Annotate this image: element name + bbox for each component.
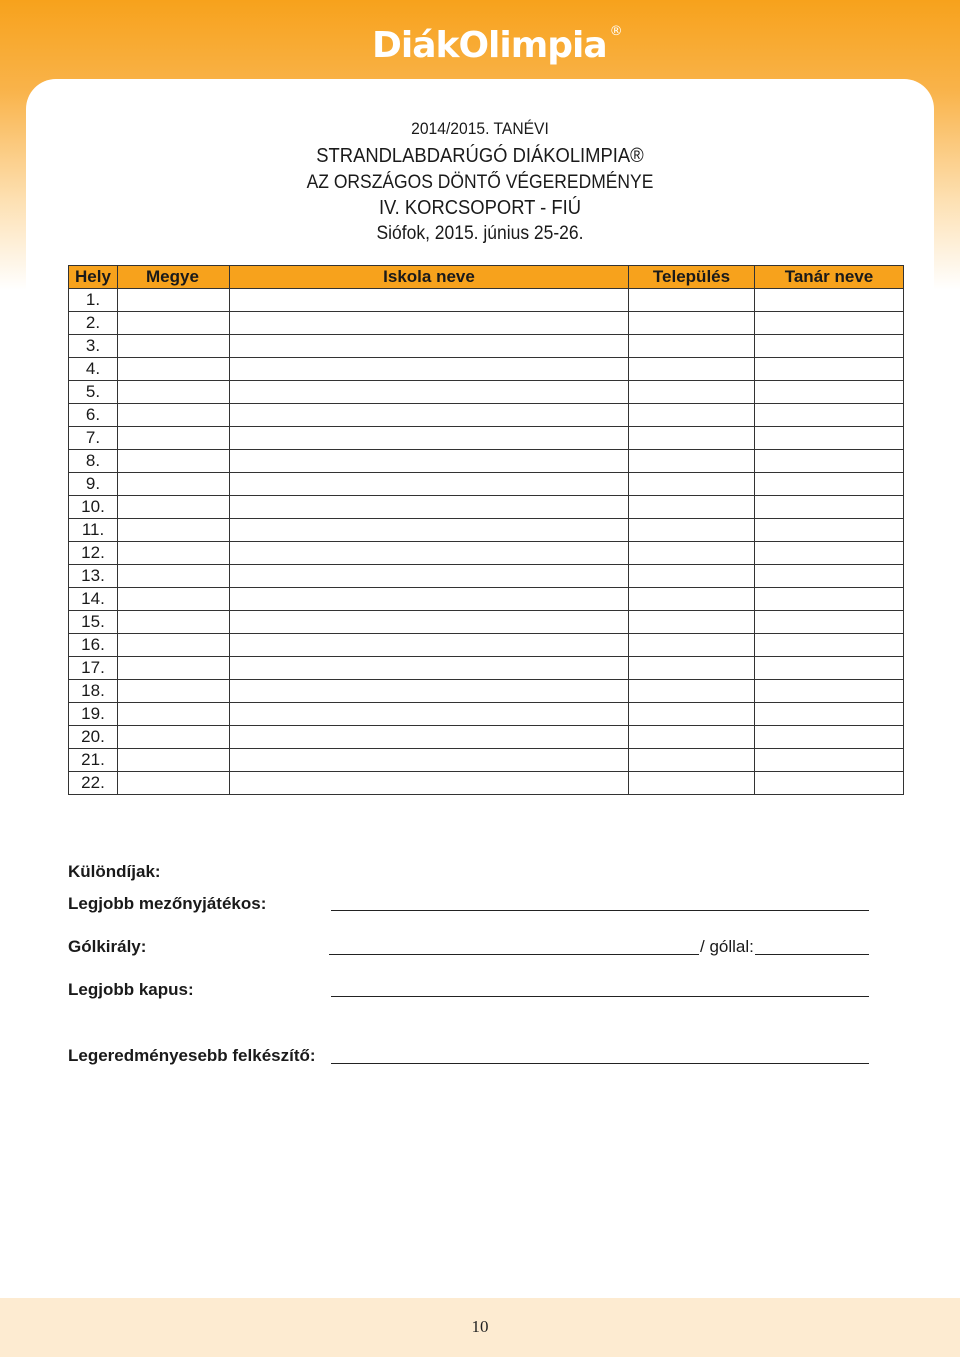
teacher-cell[interactable] xyxy=(755,381,904,404)
school-cell[interactable] xyxy=(230,772,629,795)
school-cell[interactable] xyxy=(230,657,629,680)
table-row xyxy=(69,680,904,703)
table-row xyxy=(69,542,904,565)
place-cell: 5. xyxy=(69,381,118,404)
place-cell: 16. xyxy=(69,634,118,657)
town-cell[interactable] xyxy=(629,519,755,542)
school-cell[interactable] xyxy=(230,749,629,772)
table-row xyxy=(69,381,904,404)
school-cell[interactable] xyxy=(230,588,629,611)
results-table xyxy=(68,265,904,795)
place-cell: 14. xyxy=(69,588,118,611)
town-cell[interactable] xyxy=(629,289,755,312)
town-cell[interactable] xyxy=(629,588,755,611)
venue-date: Siófok, 2015. június 25-26. xyxy=(376,223,584,244)
column-header-county: Megye xyxy=(118,266,230,289)
county-cell[interactable] xyxy=(118,473,230,496)
county-cell[interactable] xyxy=(118,588,230,611)
county-cell[interactable] xyxy=(118,611,230,634)
teacher-cell[interactable] xyxy=(755,772,904,795)
column-header-town: Település xyxy=(629,266,755,289)
table-row xyxy=(69,611,904,634)
town-cell[interactable] xyxy=(629,657,755,680)
table-row xyxy=(69,634,904,657)
place-cell: 2. xyxy=(69,312,118,335)
table-row xyxy=(69,588,904,611)
county-cell[interactable] xyxy=(118,749,230,772)
school-cell[interactable] xyxy=(230,565,629,588)
county-cell[interactable] xyxy=(118,519,230,542)
school-cell[interactable] xyxy=(230,312,629,335)
teacher-cell[interactable] xyxy=(755,496,904,519)
county-cell[interactable] xyxy=(118,381,230,404)
table-header-row xyxy=(69,266,904,289)
county-cell[interactable] xyxy=(118,542,230,565)
teacher-cell[interactable] xyxy=(755,519,904,542)
best-coach-line[interactable] xyxy=(331,1063,869,1064)
county-cell[interactable] xyxy=(118,427,230,450)
place-cell: 17. xyxy=(69,657,118,680)
best-field-player-label: Legjobb mezőnyjátékos: xyxy=(68,894,267,913)
teacher-cell[interactable] xyxy=(755,427,904,450)
town-cell[interactable] xyxy=(629,680,755,703)
school-cell[interactable] xyxy=(230,381,629,404)
table-row xyxy=(69,657,904,680)
county-cell[interactable] xyxy=(118,634,230,657)
school-cell[interactable] xyxy=(230,726,629,749)
place-cell: 19. xyxy=(69,703,118,726)
school-cell[interactable] xyxy=(230,450,629,473)
county-cell[interactable] xyxy=(118,703,230,726)
table-row xyxy=(69,404,904,427)
best-goalkeeper-label: Legjobb kapus: xyxy=(68,980,194,999)
best-goalkeeper-line[interactable] xyxy=(331,996,869,997)
school-year: 2014/2015. TANÉVI xyxy=(411,119,549,138)
teacher-cell[interactable] xyxy=(755,312,904,335)
place-cell: 12. xyxy=(69,542,118,565)
teacher-cell[interactable] xyxy=(755,611,904,634)
top-scorer-label: Gólkirály: xyxy=(68,937,147,956)
special-awards-title: Különdíjak: xyxy=(68,862,161,881)
county-cell[interactable] xyxy=(118,657,230,680)
teacher-cell[interactable] xyxy=(755,450,904,473)
town-cell[interactable] xyxy=(629,381,755,404)
place-cell: 10. xyxy=(69,496,118,519)
county-cell[interactable] xyxy=(118,726,230,749)
table-row xyxy=(69,312,904,335)
place-cell: 20. xyxy=(69,726,118,749)
column-header-place: Hely xyxy=(69,266,118,289)
place-cell: 15. xyxy=(69,611,118,634)
place-cell: 7. xyxy=(69,427,118,450)
teacher-cell[interactable] xyxy=(755,726,904,749)
town-cell[interactable] xyxy=(629,703,755,726)
county-cell[interactable] xyxy=(118,772,230,795)
table-row xyxy=(69,519,904,542)
school-cell[interactable] xyxy=(230,358,629,381)
table-row xyxy=(69,565,904,588)
place-cell: 11. xyxy=(69,519,118,542)
teacher-cell[interactable] xyxy=(755,565,904,588)
town-cell[interactable] xyxy=(629,427,755,450)
teacher-cell[interactable] xyxy=(755,289,904,312)
school-cell[interactable] xyxy=(230,634,629,657)
town-cell[interactable] xyxy=(629,634,755,657)
town-cell[interactable] xyxy=(629,335,755,358)
town-cell[interactable] xyxy=(629,565,755,588)
school-cell[interactable] xyxy=(230,404,629,427)
competition-title: STRANDLABDARÚGÓ DIÁKOLIMPIA® xyxy=(316,145,644,167)
teacher-cell[interactable] xyxy=(755,749,904,772)
place-cell: 21. xyxy=(69,749,118,772)
best-field-player-line[interactable] xyxy=(331,910,869,911)
school-cell[interactable] xyxy=(230,542,629,565)
town-cell[interactable] xyxy=(629,404,755,427)
teacher-cell[interactable] xyxy=(755,335,904,358)
county-cell[interactable] xyxy=(118,358,230,381)
school-cell[interactable] xyxy=(230,703,629,726)
diakolimpia-logo xyxy=(372,22,622,66)
teacher-cell[interactable] xyxy=(755,657,904,680)
teacher-cell[interactable] xyxy=(755,404,904,427)
place-cell: 13. xyxy=(69,565,118,588)
logo-text: DiákOlimpia xyxy=(372,25,607,66)
town-cell[interactable] xyxy=(629,726,755,749)
town-cell[interactable] xyxy=(629,611,755,634)
county-cell[interactable] xyxy=(118,289,230,312)
place-cell: 18. xyxy=(69,680,118,703)
place-cell: 6. xyxy=(69,404,118,427)
town-cell[interactable] xyxy=(629,749,755,772)
town-cell[interactable] xyxy=(629,358,755,381)
place-cell: 4. xyxy=(69,358,118,381)
place-cell: 1. xyxy=(69,289,118,312)
school-cell[interactable] xyxy=(230,611,629,634)
place-cell: 3. xyxy=(69,335,118,358)
teacher-cell[interactable] xyxy=(755,473,904,496)
table-row xyxy=(69,450,904,473)
table-row xyxy=(69,496,904,519)
county-cell[interactable] xyxy=(118,565,230,588)
school-cell[interactable] xyxy=(230,473,629,496)
town-cell[interactable] xyxy=(629,450,755,473)
goals-suffix-label: / góllal: xyxy=(700,937,754,956)
school-cell[interactable] xyxy=(230,335,629,358)
table-row xyxy=(69,726,904,749)
best-coach-label: Legeredményesebb felkészítő: xyxy=(68,1046,316,1065)
county-cell[interactable] xyxy=(118,404,230,427)
teacher-cell[interactable] xyxy=(755,358,904,381)
town-cell[interactable] xyxy=(629,496,755,519)
school-cell[interactable] xyxy=(230,289,629,312)
county-cell[interactable] xyxy=(118,312,230,335)
county-cell[interactable] xyxy=(118,335,230,358)
place-cell: 8. xyxy=(69,450,118,473)
town-cell[interactable] xyxy=(629,772,755,795)
school-cell[interactable] xyxy=(230,496,629,519)
registered-mark: ® xyxy=(609,24,622,39)
school-cell[interactable] xyxy=(230,519,629,542)
table-row xyxy=(69,772,904,795)
teacher-cell[interactable] xyxy=(755,588,904,611)
county-cell[interactable] xyxy=(118,496,230,519)
town-cell[interactable] xyxy=(629,312,755,335)
table-row xyxy=(69,703,904,726)
school-cell[interactable] xyxy=(230,427,629,450)
teacher-cell[interactable] xyxy=(755,680,904,703)
county-cell[interactable] xyxy=(118,450,230,473)
teacher-cell[interactable] xyxy=(755,703,904,726)
result-subtitle: AZ ORSZÁGOS DÖNTŐ VÉGEREDMÉNYE xyxy=(306,172,654,193)
teacher-cell[interactable] xyxy=(755,542,904,565)
top-scorer-line[interactable] xyxy=(329,954,699,955)
town-cell[interactable] xyxy=(629,473,755,496)
age-category: IV. KORCSOPORT - FIÚ xyxy=(378,197,582,219)
table-row xyxy=(69,335,904,358)
place-cell: 22. xyxy=(69,772,118,795)
county-cell[interactable] xyxy=(118,680,230,703)
place-cell: 9. xyxy=(69,473,118,496)
school-cell[interactable] xyxy=(230,680,629,703)
column-header-teacher: Tanár neve xyxy=(755,266,904,289)
table-row xyxy=(69,749,904,772)
town-cell[interactable] xyxy=(629,542,755,565)
table-row xyxy=(69,358,904,381)
goals-count-line[interactable] xyxy=(755,954,869,955)
table-row xyxy=(69,473,904,496)
table-row xyxy=(69,289,904,312)
teacher-cell[interactable] xyxy=(755,634,904,657)
column-header-school: Iskola neve xyxy=(230,266,629,289)
page-number: 10 xyxy=(471,1317,489,1336)
table-row xyxy=(69,427,904,450)
